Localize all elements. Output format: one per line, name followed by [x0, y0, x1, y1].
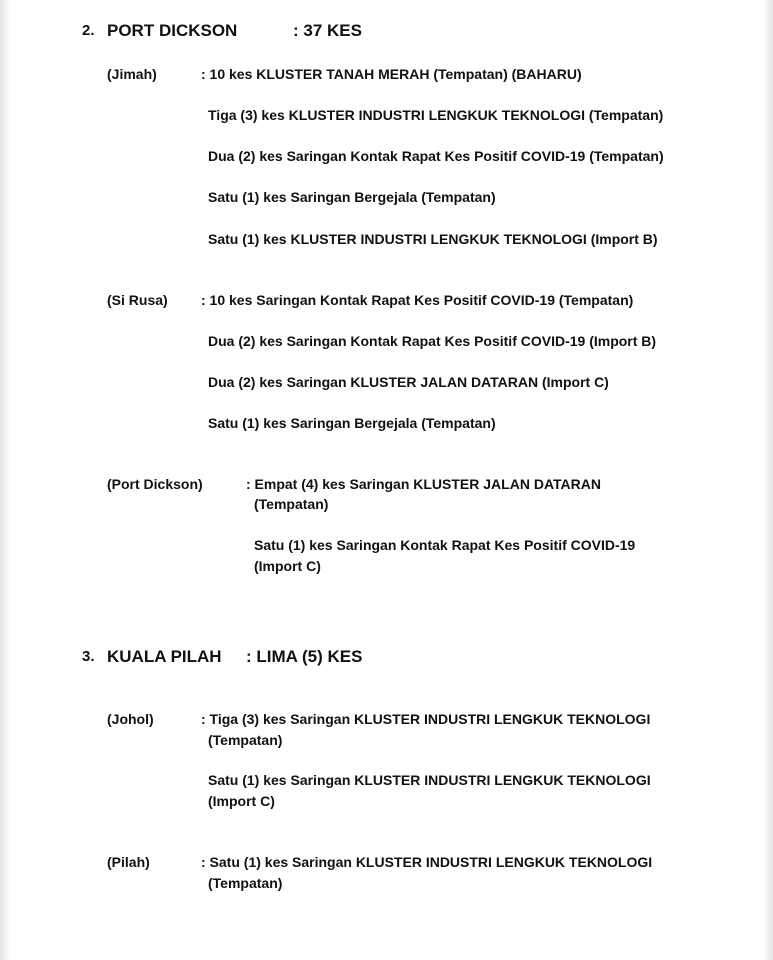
page-edge-right [763, 0, 773, 960]
case-line: Dua (2) kes Saringan KLUSTER JALAN DATARAN (Import C) [208, 374, 609, 390]
section-number: 3. [82, 648, 95, 665]
area-name: (Pilah) [107, 854, 150, 870]
case-line: (Tempatan) [208, 875, 283, 891]
page-edge-left [0, 0, 10, 960]
case-line: : Satu (1) kes Saringan KLUSTER INDUSTRI LENGKUK TEKNOLOGI [201, 854, 653, 870]
case-line: (Import C) [208, 793, 275, 809]
section-number: 2. [82, 22, 95, 39]
case-line: : 10 kes KLUSTER TANAH MERAH (Tempatan) (BAHARU) [201, 66, 582, 82]
area-name: (Port Dickson) [107, 476, 203, 492]
case-line: Satu (1) kes Saringan Kontak Rapat Kes Positif COVID-19 [254, 537, 636, 553]
area-name: (Jimah) [107, 66, 157, 82]
case-line: Tiga (3) kes KLUSTER INDUSTRI LENGKUK TEKNOLOGI (Tempatan) [208, 107, 664, 123]
section-total: : 37 KES [293, 21, 362, 40]
case-line: : Empat (4) kes Saringan KLUSTER JALAN DATARAN [246, 476, 601, 492]
case-line: (Tempatan) [254, 496, 329, 512]
section-title: KUALA PILAH [107, 647, 222, 666]
case-line: : 10 kes Saringan Kontak Rapat Kes Positif COVID-19 (Tempatan) [201, 292, 634, 308]
area-name: (Si Rusa) [107, 292, 168, 308]
case-line: Dua (2) kes Saringan Kontak Rapat Kes Positif COVID-19 (Tempatan) [208, 148, 664, 164]
case-line: (Import C) [254, 558, 321, 574]
area-name: (Johol) [107, 711, 154, 727]
case-line: Satu (1) kes Saringan Bergejala (Tempatan) [208, 189, 496, 205]
case-line: Dua (2) kes Saringan Kontak Rapat Kes Positif COVID-19 (Import B) [208, 333, 657, 349]
case-line: (Tempatan) [208, 732, 283, 748]
section-total: : LIMA (5) KES [246, 647, 363, 666]
case-line: Satu (1) kes Saringan Bergejala (Tempatan) [208, 415, 496, 431]
section-title: PORT DICKSON [107, 21, 238, 40]
case-line: Satu (1) kes Saringan KLUSTER INDUSTRI LENGKUK TEKNOLOGI [208, 772, 651, 788]
case-line: : Tiga (3) kes Saringan KLUSTER INDUSTRI LENGKUK TEKNOLOGI [201, 711, 651, 727]
case-line: Satu (1) kes KLUSTER INDUSTRI LENGKUK TEKNOLOGI (Import B) [208, 231, 658, 247]
